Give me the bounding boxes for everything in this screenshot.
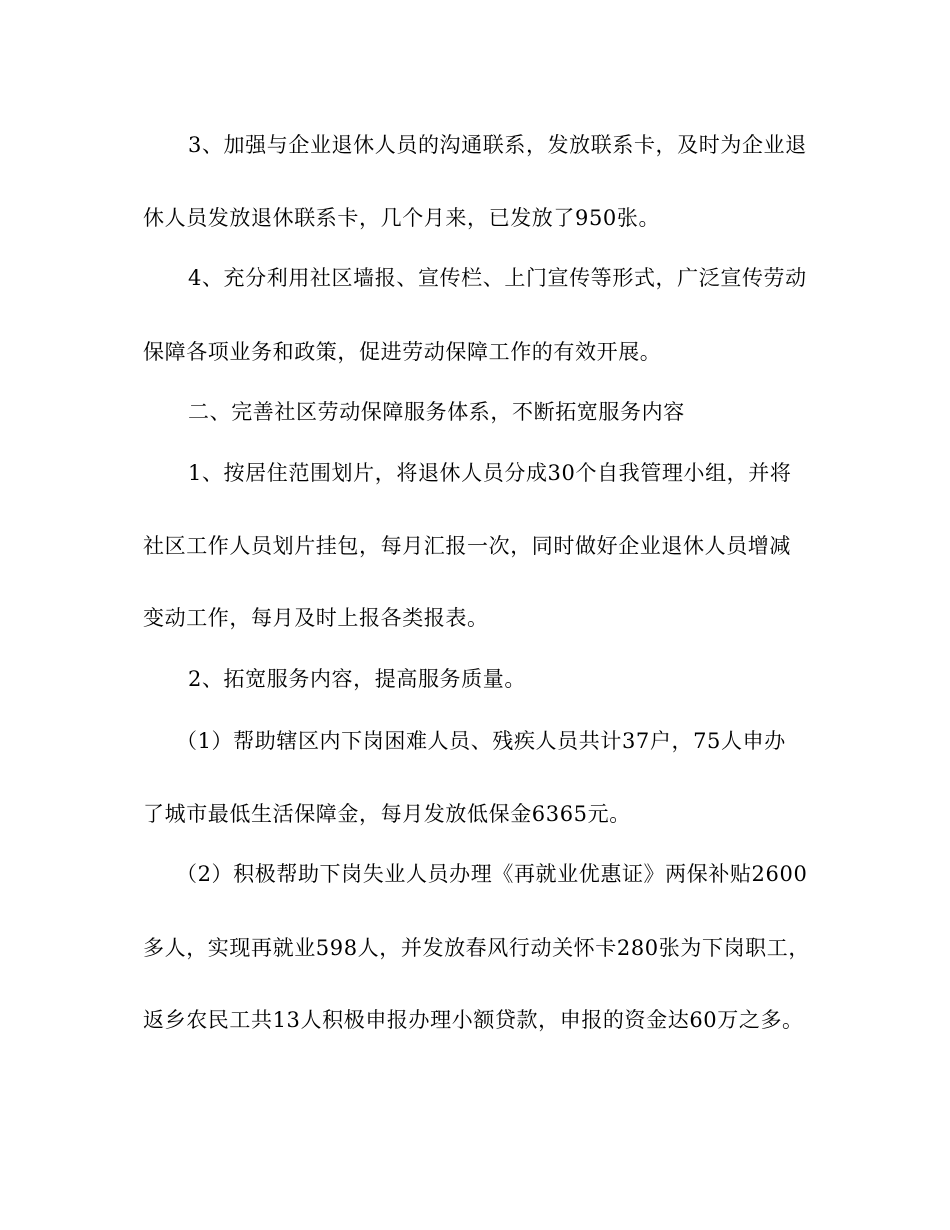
paragraph-4-line-2: 保障各项业务和政策，促进劳动保障工作的有效开展。	[143, 340, 662, 364]
subitem-1-line-1: （1）帮助辖区内下岗困难人员、残疾人员共计37户，75人申办	[176, 729, 786, 753]
item-1-line-1: 1、按居住范围划片，将退休人员分成30个自我管理小组，并将	[188, 461, 792, 485]
paragraph-3-line-2: 休人员发放退休联系卡，几个月来，已发放了950张。	[143, 206, 661, 230]
paragraph-3-line-1: 3、加强与企业退休人员的沟通联系，发放联系卡，及时为企业退	[188, 133, 807, 157]
subitem-2-line-1: （2）积极帮助下岗失业人员办理《再就业优惠证》两保补贴2600	[176, 862, 808, 886]
item-2-heading: 2、拓宽服务内容，提高服务质量。	[188, 667, 526, 691]
item-1-line-3: 变动工作，每月及时上报各类报表。	[143, 606, 489, 630]
subitem-2-line-3: 返乡农民工共13人积极申报办理小额贷款，申报的资金达60万之多。	[143, 1008, 804, 1032]
item-1-line-2: 社区工作人员划片挂包，每月汇报一次，同时做好企业退休人员增减	[143, 534, 791, 558]
paragraph-4-line-1: 4、充分利用社区墙报、宣传栏、上门宣传等形式，广泛宣传劳动	[188, 266, 807, 290]
section-heading-2: 二、完善社区劳动保障服务体系，不断拓宽服务内容	[188, 400, 685, 424]
subitem-1-line-2: 了城市最低生活保障金，每月发放低保金6365元。	[143, 802, 631, 826]
subitem-2-line-2: 多人，实现再就业598人，并发放春风行动关怀卡280张为下岗职工，	[143, 936, 810, 960]
